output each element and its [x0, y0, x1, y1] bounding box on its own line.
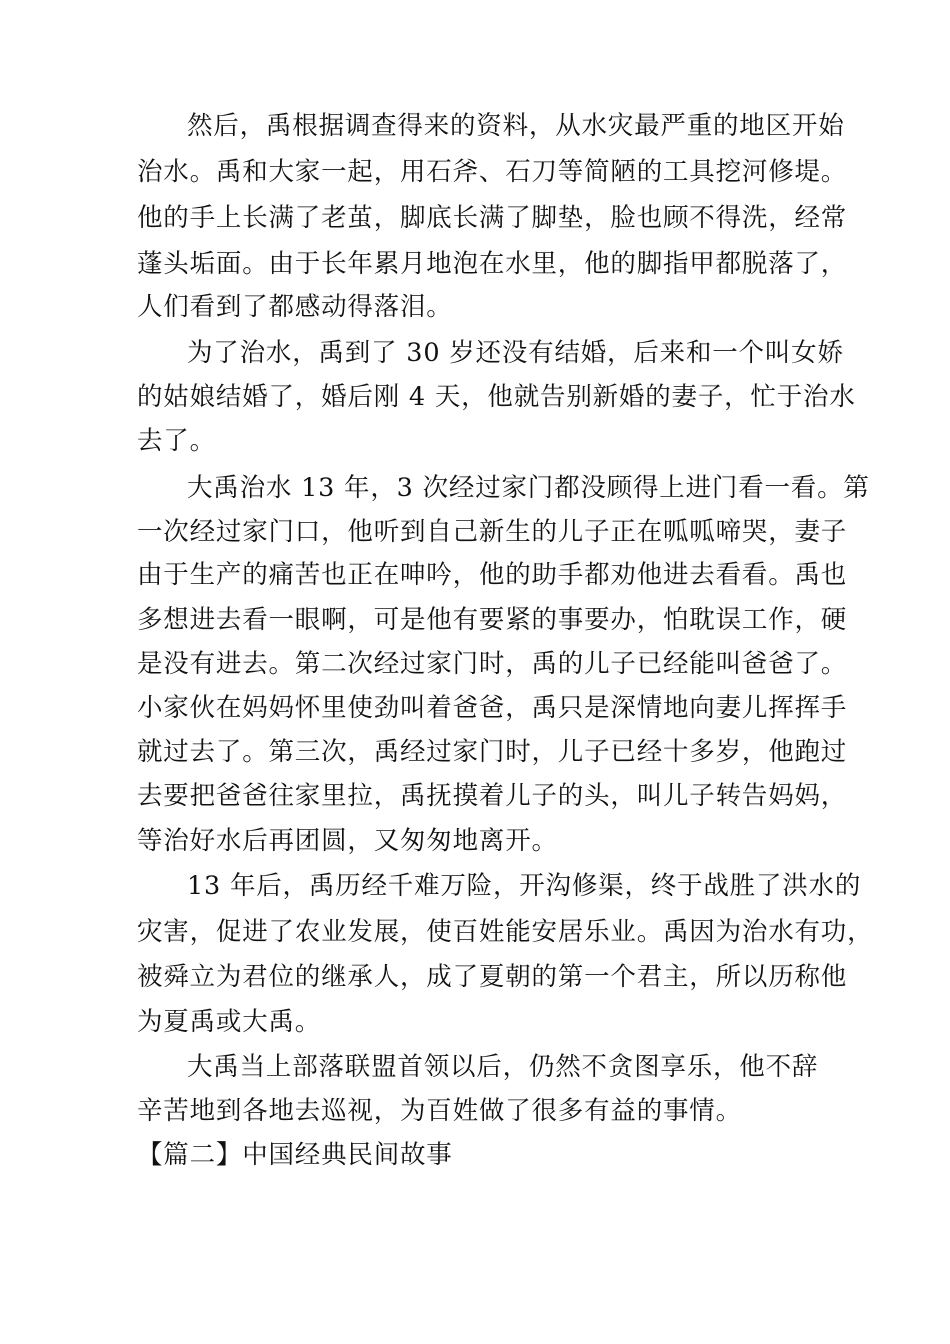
text-line: 一次经过家门口，他听到自己新生的儿子正在呱呱啼哭，妻子 [137, 517, 848, 547]
text-line: 多想进去看一眼啊，可是他有要紧的事要办，怕耽误工作，硬 [137, 605, 848, 635]
text-line: 13 年后，禹历经千难万险，开沟修渠，终于战胜了洪水的 [187, 871, 862, 901]
text-line: 为了治水，禹到了 30 岁还没有结婚，后来和一个叫女娇 [187, 338, 844, 368]
text-line: 去了。 [137, 426, 216, 456]
text-line: 灾害，促进了农业发展，使百姓能安居乐业。禹因为治水有功， [137, 917, 874, 947]
text-line: 大禹当上部落联盟首领以后，仍然不贪图享乐，他不辞 [187, 1052, 819, 1082]
text-line: 辛苦地到各地去巡视，为百姓做了很多有益的事情。 [137, 1096, 742, 1126]
text-line: 然后，禹根据调查得来的资料，从水灾最严重的地区开始 [187, 111, 845, 141]
text-line: 去要把爸爸往家里拉，禹抚摸着儿子的头，叫儿子转告妈妈， [137, 781, 848, 811]
text-line: 蓬头垢面。由于长年累月地泡在水里，他的脚指甲都脱落了， [137, 249, 848, 279]
text-line: 被舜立为君位的继承人，成了夏朝的第一个君主，所以历称他 [137, 962, 848, 992]
text-line: 等治好水后再团圆，又匆匆地离开。 [137, 826, 558, 856]
text-line: 由于生产的痛苦也正在呻吟，他的助手都劝他进去看看。禹也 [137, 560, 848, 590]
text-line: 的姑娘结婚了，婚后刚 4 天，他就告别新婚的妻子，忙于治水 [137, 382, 856, 412]
text-line: 人们看到了都感动得落泪。 [137, 292, 453, 322]
text-line: 为夏禹或大禹。 [137, 1007, 322, 1037]
text-line: 他的手上长满了老茧，脚底长满了脚垫，脸也顾不得洗，经常 [137, 203, 848, 233]
text-line: 小家伙在妈妈怀里使劲叫着爸爸，禹只是深情地向妻儿挥挥手 [137, 693, 848, 723]
text-line: 就过去了。第三次，禹经过家门时，儿子已经十多岁，他跑过 [137, 737, 848, 767]
text-line: 是没有进去。第二次经过家门时，禹的儿子已经能叫爸爸了。 [137, 649, 848, 679]
text-line: 大禹治水 13 年，3 次经过家门都没顾得上进门看一看。第 [187, 473, 870, 503]
text-line: 治水。禹和大家一起，用石斧、石刀等简陋的工具挖河修堤。 [137, 157, 848, 187]
section-heading: 【篇二】中国经典民间故事 [137, 1140, 453, 1170]
